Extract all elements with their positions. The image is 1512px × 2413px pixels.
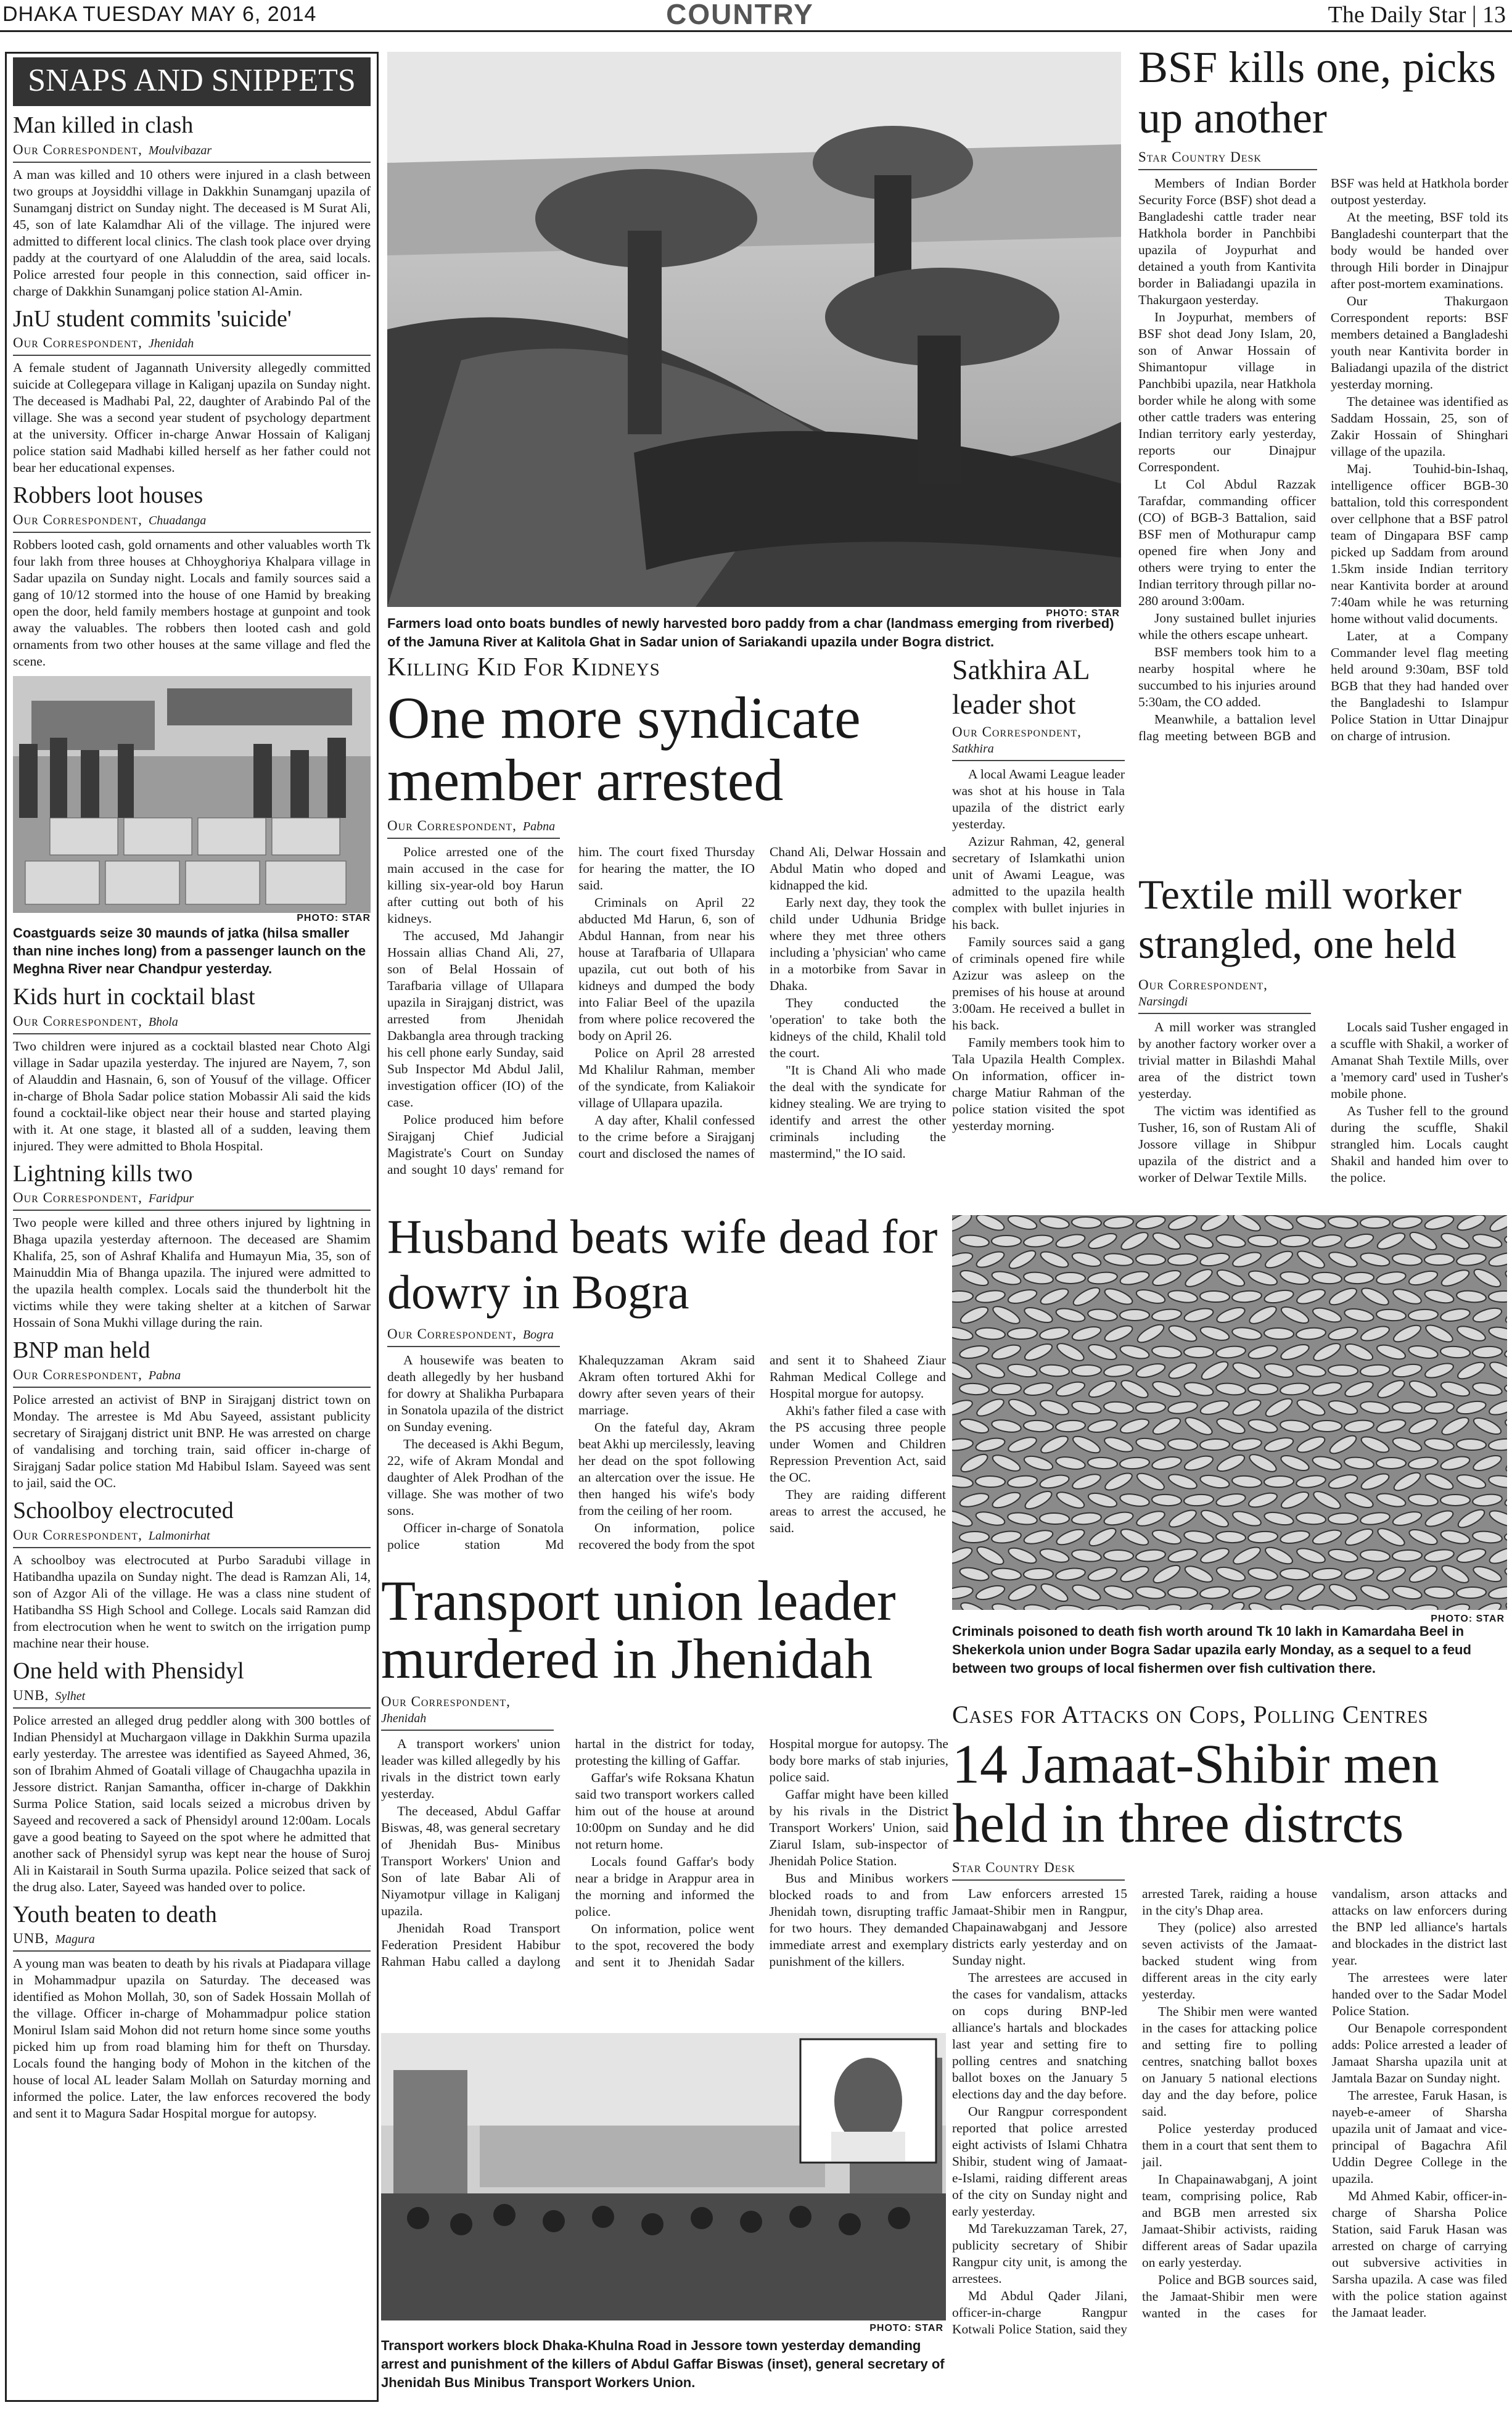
page-number: 13 xyxy=(1482,2,1506,28)
body-paragraph: Law enforcers arrested 15 Jamaat-Shibir men in Rangpur, Chapainawabganj and Jessore districts early yesterday and on Sunday night. xyxy=(952,1886,1127,1968)
textile-byline: Our Correspondent, Narsingdi xyxy=(1138,977,1311,1014)
body-paragraph: Police arrested one of the main accused in the case for killing six-year-old boy Harun after cutting out both of his kidneys. xyxy=(387,844,564,926)
syndicate-kicker: Killing Kid For Kidneys xyxy=(387,653,660,682)
body-paragraph: On information, police recovered the body from the spot and sent it to Shaheed Ziaur Rahman Medical College and Hospital morgue for autopsy. xyxy=(578,1353,946,1552)
snap-byline-author: Our Correspondent, xyxy=(13,512,142,528)
snap-byline xyxy=(13,1931,371,1952)
fish-shape xyxy=(1376,1458,1406,1469)
body-paragraph: Later, at a Company Commander level flag meeting held around 9:30am, BSF told BGB that they had handed over the Bangladeshi to Islampur Police Station in Uttar Dinajpur on charge of intrusion. xyxy=(1331,629,1508,743)
snap-byline xyxy=(13,335,371,356)
snap-byline-author: Our Correspondent, xyxy=(13,1190,142,1206)
snap-byline-place: Lalmonirhat xyxy=(148,1528,210,1543)
satkhira-body xyxy=(952,766,1125,1134)
fish-shape xyxy=(1360,1217,1390,1229)
syndicate-headline: One more syndicate member arrested xyxy=(387,685,861,813)
snaps-banner: SNAPS AND SNIPPETS xyxy=(13,57,371,106)
snap-byline-place: Moulvibazar xyxy=(148,143,212,157)
body-paragraph: The victim was identified as Tusher, 16, son of Rustam Ali of Jossore village in Shibpur upazila of the district and a worker of Delwar Textile Mills. xyxy=(1138,1103,1316,1185)
snap-title: Youth beaten to death xyxy=(13,1901,217,1928)
snap-text: A young man was beaten to death by his rivals at Piadapara village in Mohammadpur upazila on Saturday. The deceased was identified as Mohon Mollah, 30, son of Sadek Hossain Mollah of the village. Officer in-charge of Mohammadpur police station Monirul Islam said Mohon did not return home since some youths picked him up from road blaming him for theft on Thursday. Locals found the hanging body of Mohon in the kitchen of the house of local AL leader Salam Mollah on Saturday morning and informed the police. Later, the law enforces recovered the body and sent it to Magura Sadar Hospital morgue for autopsy. xyxy=(13,1956,371,2121)
snap-byline-author: Our Correspondent, xyxy=(13,141,142,157)
snap-text: Robbers looted cash, gold ornaments and other valuables worth Tk four lakh from three houses at Chhoyghoriya Khalpara village in Sadar upazila on Sunday night. Locals and family sources said a gang of 10/12 stormed into the house of one Hamid by breaking open the door, held family members hostage at gunpoint and took away the valuables. The robbers then looted cash and gold ornaments from two other houses at the same village and fled the scene. xyxy=(13,537,371,669)
fish-photo-image xyxy=(952,1215,1507,1610)
body-paragraph: Family members took him to Tala Upazila Health Complex. On information, officer in-charge Matiur Rahman of the police station visited the spot yesterday morning. xyxy=(952,1035,1125,1133)
fish-shape xyxy=(1440,1495,1470,1506)
body-paragraph: "It is Chand Ali who made the deal with the syndicate for kidney stealing. We are trying to identify and arrest the other criminals including the mastermind," the IO said. xyxy=(770,1062,946,1161)
snap-text: A man was killed and 10 others were injured in a clash between two groups at Joysiddhi village in Dakkhin Sunamganj upazila of Sunamganj district on Sunday night. The deceased is M Surat Ali, 45, son of late Kalamdhar Ali of the village. The injured were admitted to different local clinics. The clash took place over drying paddy at the courtyard of one Alaluddin of the area, said locals. Police arrested four people in this connection, said officer in-charge of Dakkhin Sunamganj police station Al-Amin. xyxy=(13,167,371,299)
textile-headline: Textile mill worker strangled, one held xyxy=(1138,871,1461,967)
snap-byline-place: Magura xyxy=(55,1932,95,1947)
header-date: DHAKA TUESDAY MAY 6, 2014 xyxy=(2,2,317,26)
body-paragraph: A day after, Khalil confessed to the crime before a Sirajganj court and disclosed the names of Chand Ali, Delwar Hossain and Abdul Matin who doped and kidnapped the kid. xyxy=(578,844,946,1161)
fish-shape xyxy=(1136,1253,1166,1266)
fish-shape xyxy=(1248,1384,1278,1395)
fish-photo xyxy=(952,1215,1507,1610)
jamaat-byline: Star Country Desk xyxy=(952,1860,1125,1881)
body-paragraph: The arrestees were later handed over to the Sadar Model Police Station. xyxy=(1332,1970,1507,2018)
paddy-photo-credit: PHOTO: STAR xyxy=(1046,608,1120,619)
fish-shape xyxy=(1184,1347,1214,1358)
snap-title: BNP man held xyxy=(13,1337,150,1364)
snap-byline xyxy=(13,1367,371,1388)
snap-byline xyxy=(13,1190,371,1211)
body-paragraph: They (police) also arrested seven activists of the Jamaat-backed student wing from different areas in the city early yesterday. xyxy=(1142,1920,1317,2002)
snap-title: One held with Phensidyl xyxy=(13,1657,244,1684)
body-paragraph: Locals said Tusher engaged in a scuffle with Shakil, a worker of Amanat Shah Textile Mills, over a 'memory card' used in Tusher's mobile phone. xyxy=(1331,1020,1508,1101)
fish-shape xyxy=(1040,1513,1069,1525)
snap-byline-author: Our Correspondent, xyxy=(13,1013,142,1029)
snap-byline xyxy=(13,512,371,533)
body-paragraph: Jony sustained bullet injuries while the others escape unheart. xyxy=(1138,611,1316,642)
fish-shape xyxy=(1264,1475,1294,1488)
body-paragraph: Police yesterday produced them in a court that sent them to jail. xyxy=(1142,2121,1317,2169)
fish-shape xyxy=(1200,1290,1230,1303)
snap-text: Two people were killed and three others injured by lightning in Bhaga upazila yesterday afternoon. The deceased are Shamim Khalifa, 25, son of Ashraf Khalifa and Humayun Mia, 35, son of Mainuddin Mia of Bhanga upazila. The injured were admitted to the upazila health complex. Locals said the thunderbolt hit the victims while they were taking shelter at a kitchen of Sarwar Hossain of Sona Mukhi village during the rain. xyxy=(13,1215,371,1330)
satkhira-story xyxy=(952,653,1125,1135)
body-paragraph: Md Tarekuzzaman Tarek, 27, publicity secretary of Shibir Rangpur city unit, is among the arrestees. xyxy=(952,2221,1127,2286)
snap-title: Robbers loot houses xyxy=(13,482,203,509)
body-paragraph: The deceased, Abdul Gaffar Biswas, 48, was general secretary of Jhenidah Bus- Minibus Transport Workers' Union and Son of late Babar Ali of Niyamotpur village in Kaliganj upazila. xyxy=(381,1804,561,1918)
fish-shape xyxy=(1008,1327,1038,1340)
dowry-story xyxy=(387,1209,946,1611)
dowry-headline: Husband beats wife dead for dowry in Bogra xyxy=(387,1210,938,1319)
snap-text: A female student of Jagannath University allegedly committed suicide at Collegepara village in Kaliganj upazila on Sunday night. The deceased is Madhabi Pal, 22, daughter of Arabindo Pal of the village. She was a second year student of psychology department at the university. Officer in-charge Anwar Hossain of Kaliganj police station said Madhabi killed herself as her father could not bear her educational expenses. xyxy=(13,360,371,476)
jamaat-story xyxy=(952,1700,1507,2398)
dowry-byline: Our Correspondent, Bogra xyxy=(387,1326,560,1347)
transport-body xyxy=(381,1736,948,2019)
body-paragraph: Members of Indian Border Security Force (BSF) shot dead a Bangladeshi cattle trader near Hatkhola border in Panchbibi upazila of Joypurhat and detained a youth from Kantivita border in Baliadangi upazila in Thakurgaon yesterday. xyxy=(1138,176,1316,307)
snap-title: Schoolboy electrocuted xyxy=(13,1498,234,1524)
body-paragraph: Akhi's father filed a case with the PS accusing three people under Women and Children Repression Prevention Act, said the OC. xyxy=(770,1403,946,1485)
snap-byline xyxy=(13,1527,371,1548)
transport-byline: Our Correspondent, Jhenidah xyxy=(381,1694,554,1731)
snap-byline-place: Jhenidah xyxy=(148,337,194,351)
transport-photo xyxy=(381,2033,946,2320)
fish-shape xyxy=(1072,1364,1102,1377)
textile-body xyxy=(1138,1019,1508,1216)
snap-byline-place: Pabna xyxy=(148,1369,181,1383)
body-paragraph: Our Thakurgaon Correspondent reports: BSF members detained a Bangladeshi youth near Kantivita border in Baliadangi upazila of the district yesterday morning. xyxy=(1331,294,1508,392)
fish-shape xyxy=(1104,1550,1133,1562)
bsf-headline: BSF kills one, picks up another xyxy=(1138,43,1497,142)
snap-text: Police arrested an alleged drug peddler along with 300 bottles of Indian Phensidyl at Muchargaon village in Dakkhin Surma upazila early yesterday. The arrestee was identified as Sayeed Ahmed, 36, son of Ibrahim Ahmed of Goatali village of Chaugachha upazila in Jessore district. Ranjan Samantha, officer in-charge of Dakkhin Surma Police Station, said locals seized a microbus driven by Sayeed and recovered a sack of Phensidyl around 12:00am. Locals gave a good beating to Sayeed on the spot where he admitted that another sack of Phensidyl syrup was kept near the house of Suroj Ali in Kaistarail in South Surma upazila. Police seized that sack of the drug also. Later, Sayeed was handed over to police. xyxy=(13,1712,371,1894)
body-paragraph: Locals found Gaffar's body near a bridge in Arappur area in the morning and informed the police. xyxy=(575,1854,755,1919)
snaps-list-top xyxy=(13,112,371,670)
fish-shape xyxy=(1457,1438,1487,1451)
jatka-photo-caption: Coastguards seize 30 maunds of jatka (hilsa smaller than nine inches long) from a passenger launch on the Meghna River near Chandpur yesterday. xyxy=(13,925,366,977)
body-paragraph: The arrestees are accused in the cases for vandalism, attacks on cops during BNP-led alliance's hartals and blockades last year and setting fire to polling centres and snatching ballot boxes on the January 5 elections day and the day before. xyxy=(952,1970,1127,2102)
fish-photo-caption: Criminals poisoned to death fish worth around Tk 10 lakh in Kamardaha Beel in Shekerkola union under Bogra Sadar upazila early Monday, as a sequel to a feud between two groups of local fishermen over fish cultivation there. xyxy=(952,1623,1471,1676)
snap-byline xyxy=(13,142,371,163)
snap-byline-author: UNB, xyxy=(13,1687,49,1703)
body-paragraph: Jhenidah Road Transport Federation President Habibur Rahman Habu called a daylong hartal in the district for today, protesting the killing of Gaffar. xyxy=(381,1736,755,1969)
body-paragraph: Maj. Touhid-bin-Ishaq, intelligence officer BGB-30 battalion, told this correspondent over cellphone that a BSF patrol team of Dingapara BSF camp picked up Saddam from around 1.5km inside Indian territory near Kantivita border at around 7:40am while he was returning home without valid documents. xyxy=(1331,461,1508,626)
fish-shape xyxy=(1312,1421,1342,1432)
snap-byline-author: Our Correspondent, xyxy=(13,1367,142,1383)
body-paragraph: Our Rangpur correspondent reported that police arrested eight activists of Islami Chhatra Shibir, student wing of Jamaat-e-Islami, raiding different areas of the city on Sunday night and early yesterday. xyxy=(952,2104,1127,2219)
snap-title: Man killed in clash xyxy=(13,112,194,138)
snap-item xyxy=(13,1902,371,2122)
paddy-photo-caption: Farmers load onto boats bundles of newly harvested boro paddy from a char (landmass emerging from riverbed) of the Jamuna River at Kalitola Ghat in Sadar union of Sariakandi upazila under Bogra district. xyxy=(387,616,1114,650)
fish-shape xyxy=(1200,1438,1230,1451)
body-paragraph: Police and BGB sources said, the Jamaat-Shibir men were wanted in the cases for vandalism, arson attacks and attacks on law enforcers during the BNP led alliance's hartals and blockades in the district last year. xyxy=(1142,1886,1507,2320)
syndicate-byline: Our Correspondent, Pabna xyxy=(387,818,560,839)
body-paragraph: Officer in-charge of Sonatola police station Md Khalequzzaman Akram said Akram often tortured Akhi for dowry after seven years of their marriage. xyxy=(387,1353,755,1552)
body-paragraph: As Tusher fell to the ground during the scuffle, Shakil strangled him. Locals caught Shakil and handed him over to the police. xyxy=(1331,1103,1508,1185)
body-paragraph: The detainee was identified as Saddam Hossain, 25, son of Zakir Hossain of Shinghari village of the upazila. xyxy=(1331,394,1508,459)
snap-item xyxy=(13,1658,371,1895)
snap-text: Police arrested an activist of BNP in Sirajganj district town on Monday. The arrestee is Md Abu Sayeed, assistant publicity secretary of Sirajganj district unit BNP. He was arrested on charge of vandalising and torching train, said officer in-charge of Sirajganj Sadar police station Md Habibul Islam. Sayeed was sent to jail, said the OC. xyxy=(13,1392,371,1491)
body-paragraph: A transport workers' union leader was killed allegedly by his rivals in the district town early yesterday. xyxy=(381,1736,561,1801)
body-paragraph: Md Abdul Qader Jilani, officer-in-charge Rangpur Kotwali Police Station, said they arrested Tarek, raiding a house in the city's Dhap area. xyxy=(952,1886,1317,2337)
snap-byline xyxy=(13,1013,371,1034)
body-paragraph: Our Benapole correspondent adds: Police arrested a leader of Jamaat Sharsha upazila unit at Jamtala Bazar on Sunday night. xyxy=(1332,2021,1507,2085)
fish-shape xyxy=(1056,1272,1085,1284)
fish-shape xyxy=(1136,1401,1166,1414)
jamaat-body xyxy=(952,1886,1507,2398)
body-paragraph: A mill worker was strangled by another factory worker over a trivial matter in Bilashdi Mahal area of the district town yesterday. xyxy=(1138,1020,1316,1101)
snap-byline xyxy=(13,1688,371,1709)
snap-byline-place: Sylhet xyxy=(55,1689,86,1703)
masthead-page: The Daily Star | 13 xyxy=(1328,2,1506,28)
bsf-story xyxy=(1138,42,1508,861)
body-paragraph: Criminals on April 22 abducted Md Harun, 6, son of Abdul Hannan, from near his house at Tarafbaria of Ullapara upazila, cut out both of his kidneys and dumped the body into Faliar Beel of the upazila from where police recovered the body on April 26. xyxy=(578,894,755,1043)
fish-shape xyxy=(1392,1549,1423,1562)
jamaat-kicker: Cases for Attacks on Cops, Polling Centres xyxy=(952,1701,1429,1728)
snap-item xyxy=(13,1498,371,1652)
snap-title: Kids hurt in cocktail blast xyxy=(13,984,255,1010)
snaps-column xyxy=(5,52,379,2402)
fish-shape xyxy=(959,1532,989,1543)
fish-photo-credit: PHOTO: STAR xyxy=(1431,1614,1505,1624)
snap-item xyxy=(13,482,371,670)
fish-shape xyxy=(1264,1327,1294,1340)
transport-headline: Transport union leader murdered in Jhenidah xyxy=(381,1569,896,1690)
transport-photo-image xyxy=(381,2033,946,2320)
syndicate-body xyxy=(387,844,946,1214)
body-paragraph: BSF members took him to a nearby hospital where he succumbed to his injuries around 5:30am, the CO added. xyxy=(1138,645,1316,709)
fish-shape xyxy=(1457,1586,1487,1599)
satkhira-headline: Satkhira AL leader shot xyxy=(952,654,1089,720)
jamaat-headline: 14 Jamaat-Shibir men held in three distrcts xyxy=(952,1734,1439,1854)
paddy-photo-image xyxy=(387,52,1121,607)
fish-shape xyxy=(992,1235,1021,1247)
body-paragraph: Gaffar might have been killed by his rivals in the District Transport Workers' Union, said Ziarul Islam, sub-inspector of Jhenidah Police Station. xyxy=(769,1787,948,1868)
body-paragraph: Early next day, they took the child under Udhunia Bridge where they met three others including a 'physician' who came in a motorbike from Savar in Dhaka. xyxy=(770,894,946,993)
body-paragraph: Azizur Rahman, 42, general secretary of Islamkathi union unit of Awami League, was admitted to the upazila health complex with bullet injuries in his back. xyxy=(952,834,1125,932)
fish-shape xyxy=(1392,1401,1423,1414)
snap-item xyxy=(13,1337,371,1491)
snap-byline-author: Our Correspondent, xyxy=(13,1527,142,1543)
jatka-photo-credit: PHOTO: STAR xyxy=(297,913,371,924)
textile-story xyxy=(1138,870,1508,1216)
syndicate-story xyxy=(387,653,946,1214)
snap-byline-author: Our Correspondent, xyxy=(13,335,142,351)
body-paragraph: The arrestee, Faruk Hasan, is nayeb-e-ameer of Sharsha upazila unit of Jamaat and vice-principal of Bagachra Afil Uddin Degree College in the upazila. xyxy=(1332,2088,1507,2186)
snap-item xyxy=(13,1161,371,1332)
snaps-list-bottom xyxy=(13,984,371,2122)
snap-byline-place: Faridpur xyxy=(148,1192,194,1206)
fish-shape xyxy=(976,1476,1005,1488)
section-title: COUNTRY xyxy=(666,0,814,30)
body-paragraph: Police produced him before Sirajganj Chief Judicial Magistrate's Court on Sunday and sought 10 days' remand for him. The court fixed Thursday for hearing the matter, the IO said. xyxy=(387,844,755,1177)
fish-shape xyxy=(1328,1364,1358,1377)
snap-item xyxy=(13,984,371,1155)
body-paragraph: Family sources said a gang of criminals opened fire while Azizur was asleep on the premises of his house at around 3:00am. He received a bullet in his back. xyxy=(952,934,1125,1033)
jatka-photo-image xyxy=(13,676,371,913)
transport-photo-caption: Transport workers block Dhaka-Khulna Road in Jessore town yesterday demanding arrest and punishment of the killers of Abdul Gaffar Biswas (inset), general secretary of Jhenidah Bus Minibus Transport Workers Union. xyxy=(381,2338,945,2390)
body-paragraph: A housewife was beaten to death allegedly by her husband for dowry at Shalikha Purbapara in Sonatola upazila of the district on Sunday evening. xyxy=(387,1353,564,1434)
body-paragraph: On the fateful day, Akram beat Akhi up mercilessly, leaving her dead on the spot following an altercation over the issue. He then hanged his wife's body from the ceiling of her room. xyxy=(578,1420,755,1518)
snap-byline-author: UNB, xyxy=(13,1931,49,1947)
transport-story xyxy=(381,1569,948,2019)
fish-shape xyxy=(1072,1216,1102,1229)
page-header xyxy=(0,0,1512,32)
bsf-byline-text: Star Country Desk xyxy=(1138,149,1262,165)
snap-text: Two children were injured as a cocktail blasted near Choto Algi village in Sadar upazila yesterday. The injured are Nayem, 7, son of Alauddin and Hasnain, 6, son of Yousuf of the village. Officer in-charge of Bhola Sadar police station Mobassir Ali said the kids found a cocktail-like object near their house and started playing with it. At one stage, it blasted all of a sudden, leaving them injured. They were admitted to Bhola Hospital. xyxy=(13,1038,371,1153)
bsf-body xyxy=(1138,175,1508,861)
transport-photo-credit: PHOTO: STAR xyxy=(869,2323,943,2333)
body-paragraph: The Shibir men were wanted in the cases for attacking police and setting fire to polling centres, snatching ballot boxes on January 5 national elections day and the day before, police said. xyxy=(1142,2004,1317,2119)
body-paragraph: The accused, Md Jahangir Hossain allias Chand Ali, 27, son of Belal Hossain of Tarafbaria village of Ullapara upazila in Sirajganj district, was arrested from Jhenidah Dakbangla area through tracking his cell phone early Sunday, said Sub Inspector Md Abdul Jalil, investigation officer (IO) of the case. xyxy=(387,928,564,1110)
snap-item xyxy=(13,306,371,477)
fish-shape xyxy=(1024,1569,1053,1580)
body-paragraph: At the meeting, BSF told its Bangladeshi counterpart that the body would be handed over through Hili border in Dinajpur after post-mortem examinations. xyxy=(1331,210,1508,291)
paddy-photo xyxy=(387,52,1121,607)
bsf-byline xyxy=(1138,149,1317,170)
body-paragraph: Lt Col Abdul Razzak Tarafdar, commanding officer (CO) of BGB-3 Battalion, said BSF men of Mothurapur camp opened fire when Jony and others were trying to enter the Indian territory through pillar no-280 around 3:00am. xyxy=(1138,477,1316,608)
jatka-photo xyxy=(13,676,371,913)
snap-title: Lightning kills two xyxy=(13,1160,193,1187)
snap-byline-place: Bhola xyxy=(148,1015,178,1029)
body-paragraph: On information, police went to the spot, recovered the body and sent it to Jhenidah Sadar Hospital morgue for autopsy. The body bore marks of stab injuries, police said. xyxy=(575,1736,948,1970)
body-paragraph: In Chapainawabganj, A joint team, comprising police, Rab and BGB men arrested six Jamaat-Shibir activists, raiding different areas of Sadar upazila on early yesterday. xyxy=(1142,2172,1317,2270)
body-paragraph: Md Ahmed Kabir, officer-in-charge of Sharsha Police Station, said Faruk Hasan was arrested on charge of carrying out subversive activities in Sarsha upazila. A case was filed with the police station against the Jamaat leader. xyxy=(1332,2188,1507,2320)
snap-title: JnU student commits 'suicide' xyxy=(13,305,292,332)
fish-shape xyxy=(1168,1587,1198,1599)
body-paragraph: Police on April 28 arrested Md Khalilur Rahman, member of the syndicate, from Kaliakoir village of Ullapara upazila. xyxy=(578,1045,755,1110)
snap-byline-place: Chuadanga xyxy=(148,514,207,528)
body-paragraph: The deceased is Akhi Begum, 22, wife of Akram Mondal and daughter of Alek Prodhan of the village. She was mother of two sons. xyxy=(387,1437,564,1518)
body-paragraph: Gaffar's wife Roksana Khatun said two transport workers called him out of the house at around 10:00pm on Sunday and he did not return home. xyxy=(575,1770,755,1852)
masthead-logo: The Daily Star xyxy=(1328,2,1466,28)
body-paragraph: They conducted the 'operation' to take both the kidneys of the child, Khalil told the court. xyxy=(770,995,946,1060)
satkhira-byline: Our Correspondent, Satkhira xyxy=(952,724,1125,761)
body-paragraph: They are raiding different areas to arrest the accused, he said. xyxy=(770,1487,946,1535)
snap-text: A schoolboy was electrocuted at Purbo Saradubi village in Hatibandha upazila on Sunday night. The dead is Ramzan Ali, 14, son of Azgor Ali of the village. He was a class nine student of Hatibandha SS High School and College. Locals said Ramzan did from electrocution when he went to switch on the irrigation pump machine near their house. xyxy=(13,1552,371,1651)
snap-item xyxy=(13,112,371,300)
body-paragraph: In Joypurhat, members of BSF shot dead Jony Islam, 20, son of Anwar Hossain of Shimantopur village in Panchbibi upazila, near Hatkhola border while he along with some other cattle traders was entering Indian territory early yesterday, reports our Dinajpur Correspondent. xyxy=(1138,310,1316,474)
body-paragraph: A local Awami League leader was shot at his house in Tala upazila of the district early yesterday. xyxy=(952,767,1125,831)
fish-shape xyxy=(1120,1310,1149,1321)
body-paragraph: Meanwhile, a battalion level flag meeting between BGB and BSF was held at Hatkhola border outpost yesterday. xyxy=(1138,176,1508,743)
fish-shape xyxy=(1424,1254,1454,1266)
body-paragraph: Bus and Minibus workers blocked roads to and from Jhenidah town, disrupting traffic for two hours. They demanded immediate arrest and exemplary punishment of the killers. xyxy=(769,1871,948,1969)
fish-shape xyxy=(1328,1512,1358,1525)
